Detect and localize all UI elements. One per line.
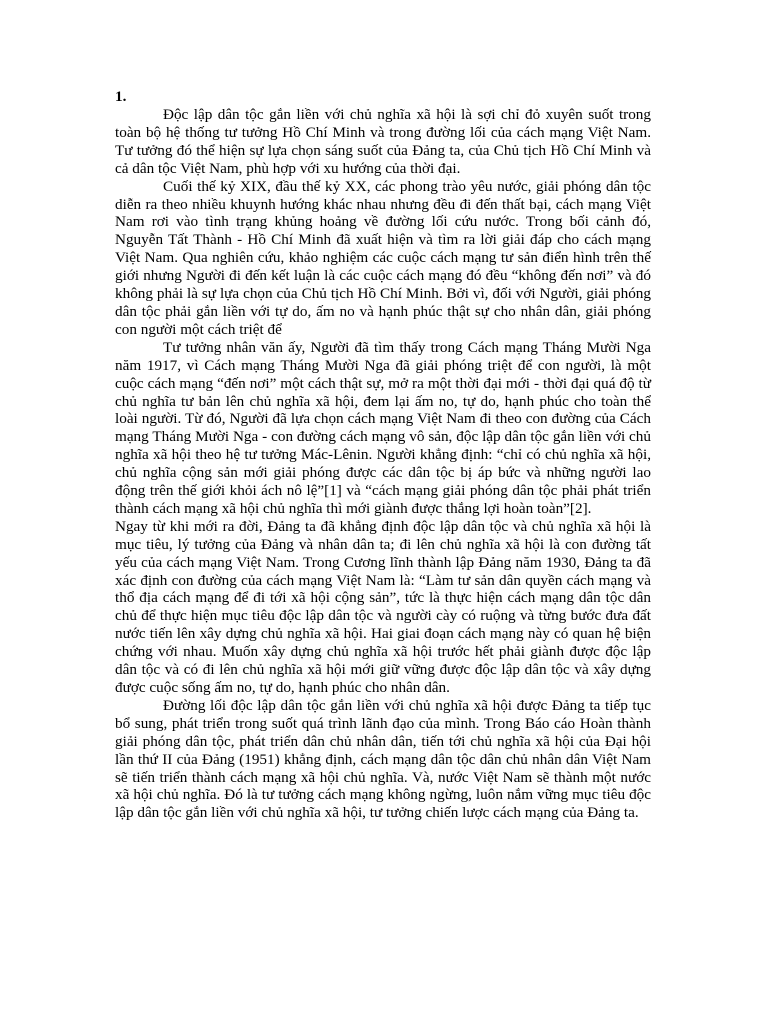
document-page	[115, 88, 651, 822]
paragraph-1: Độc lập dân tộc gắn liền với chủ nghĩa xã hội là sợi chỉ đỏ xuyên suốt trong toàn bộ hệ thống tư tưởng Hồ Chí Minh và trong đường lối của cách mạng Việt Nam. Tư tưởng đó thể hiện sự lựa chọn sáng suốt của Đảng ta, của Chủ tịch Hồ Chí Minh và cả dân tộc Việt Nam, phù hợp với xu hướng của thời đại.	[115, 106, 651, 177]
paragraph-5: Đường lối độc lập dân tộc gắn liền với chủ nghĩa xã hội được Đảng ta tiếp tục bổ sung, phát triển trong suốt quá trình lãnh đạo của mình. Trong Báo cáo Hoàn thành giải phóng dân tộc, phát triển dân chủ nhân dân, tiến tới chủ nghĩa xã hội của Đại hội lần thứ II của Đảng (1951) khẳng định, cách mạng dân tộc dân chủ nhân dân Việt Nam sẽ tiến triển thành cách mạng xã hội chủ nghĩa. Và, nước Việt Nam sẽ thành một nước xã hội chủ nghĩa. Đó là tư tưởng cách mạng không ngừng, luôn nắm vững mục tiêu độc lập dân tộc gắn liền với chủ nghĩa xã hội, tư tưởng chiến lược cách mạng của Đảng ta.	[115, 696, 651, 822]
section-number: 1.	[115, 88, 127, 105]
paragraph-2: Cuối thế kỷ XIX, đầu thế kỷ XX, các phong trào yêu nước, giải phóng dân tộc diễn ra theo nhiều khuynh hướng khác nhau nhưng đều đi đến thất bại, cách mạng Việt Nam rơi vào tình trạng khủng hoảng về đường lối cứu nước. Trong bối cảnh đó, Nguyễn Tất Thành - Hồ Chí Minh đã xuất hiện và tìm ra lời giải đáp cho cách mạng Việt Nam. Qua nghiên cứu, khảo nghiệm các cuộc cách mạng tư sản điển hình trên thế giới nhưng Người đi đến kết luận là các cuộc cách mạng đó đều “không đến nơi” và đó không phải là sự lựa chọn của Chủ tịch Hồ Chí Minh. Bởi vì, đối với Người, giải phóng dân tộc phải gắn liền với tự do, ấm no và hạnh phúc thật sự cho nhân dân, giải phóng con người một cách triệt để	[115, 177, 651, 338]
paragraph-4: Ngay từ khi mới ra đời, Đảng ta đã khẳng định độc lập dân tộc và chủ nghĩa xã hội là mục tiêu, lý tưởng của Đảng và nhân dân ta; đi lên chủ nghĩa xã hội là con đường tất yếu của cách mạng Việt Nam. Trong Cương lĩnh thành lập Đảng năm 1930, Đảng ta đã xác định con đường của cách mạng Việt Nam là: “Làm tư sản dân quyền cách mạng và thổ địa cách mạng để đi tới xã hội cộng sản”, tức là thực hiện cách mạng dân tộc dân chủ để thực hiện mục tiêu độc lập dân tộc và người cày có ruộng và từng bước đưa đất nước tiến lên xây dựng chủ nghĩa xã hội. Hai giai đoạn cách mạng này có quan hệ biện chứng với nhau. Muốn xây dựng chủ nghĩa xã hội trước hết phải giành được độc lập dân tộc và có đi lên chủ nghĩa xã hội mới giữ vững được độc lập dân tộc và xây dựng được cuộc sống ấm no, tự do, hạnh phúc cho nhân dân.	[115, 517, 651, 696]
paragraph-3: Tư tưởng nhân văn ấy, Người đã tìm thấy trong Cách mạng Tháng Mười Nga năm 1917, vì Cách mạng Tháng Mười Nga đã giải phóng triệt để con người, là một cuộc cách mạng “đến nơi” một cách thật sự, mở ra một thời đại mới - thời đại quá độ từ chủ nghĩa tư bản lên chủ nghĩa xã hội, đem lại ấm no, tự do, hạnh phúc cho toàn thể loài người. Từ đó, Người đã lựa chọn cách mạng Việt Nam đi theo con đường của Cách mạng Tháng Mười Nga - con đường cách mạng vô sản, độc lập dân tộc gắn liền với chủ nghĩa xã hội theo hệ tư tưởng Mác-Lênin. Người khẳng định: “chỉ có chủ nghĩa xã hội, chủ nghĩa cộng sản mới giải phóng được các dân tộc bị áp bức và những người lao động trên thế giới khỏi ách nô lệ”[1] và “cách mạng giải phóng dân tộc phải phát triển thành cách mạng xã hội chủ nghĩa thì mới giành được thắng lợi hoàn toàn”[2].	[115, 338, 651, 517]
